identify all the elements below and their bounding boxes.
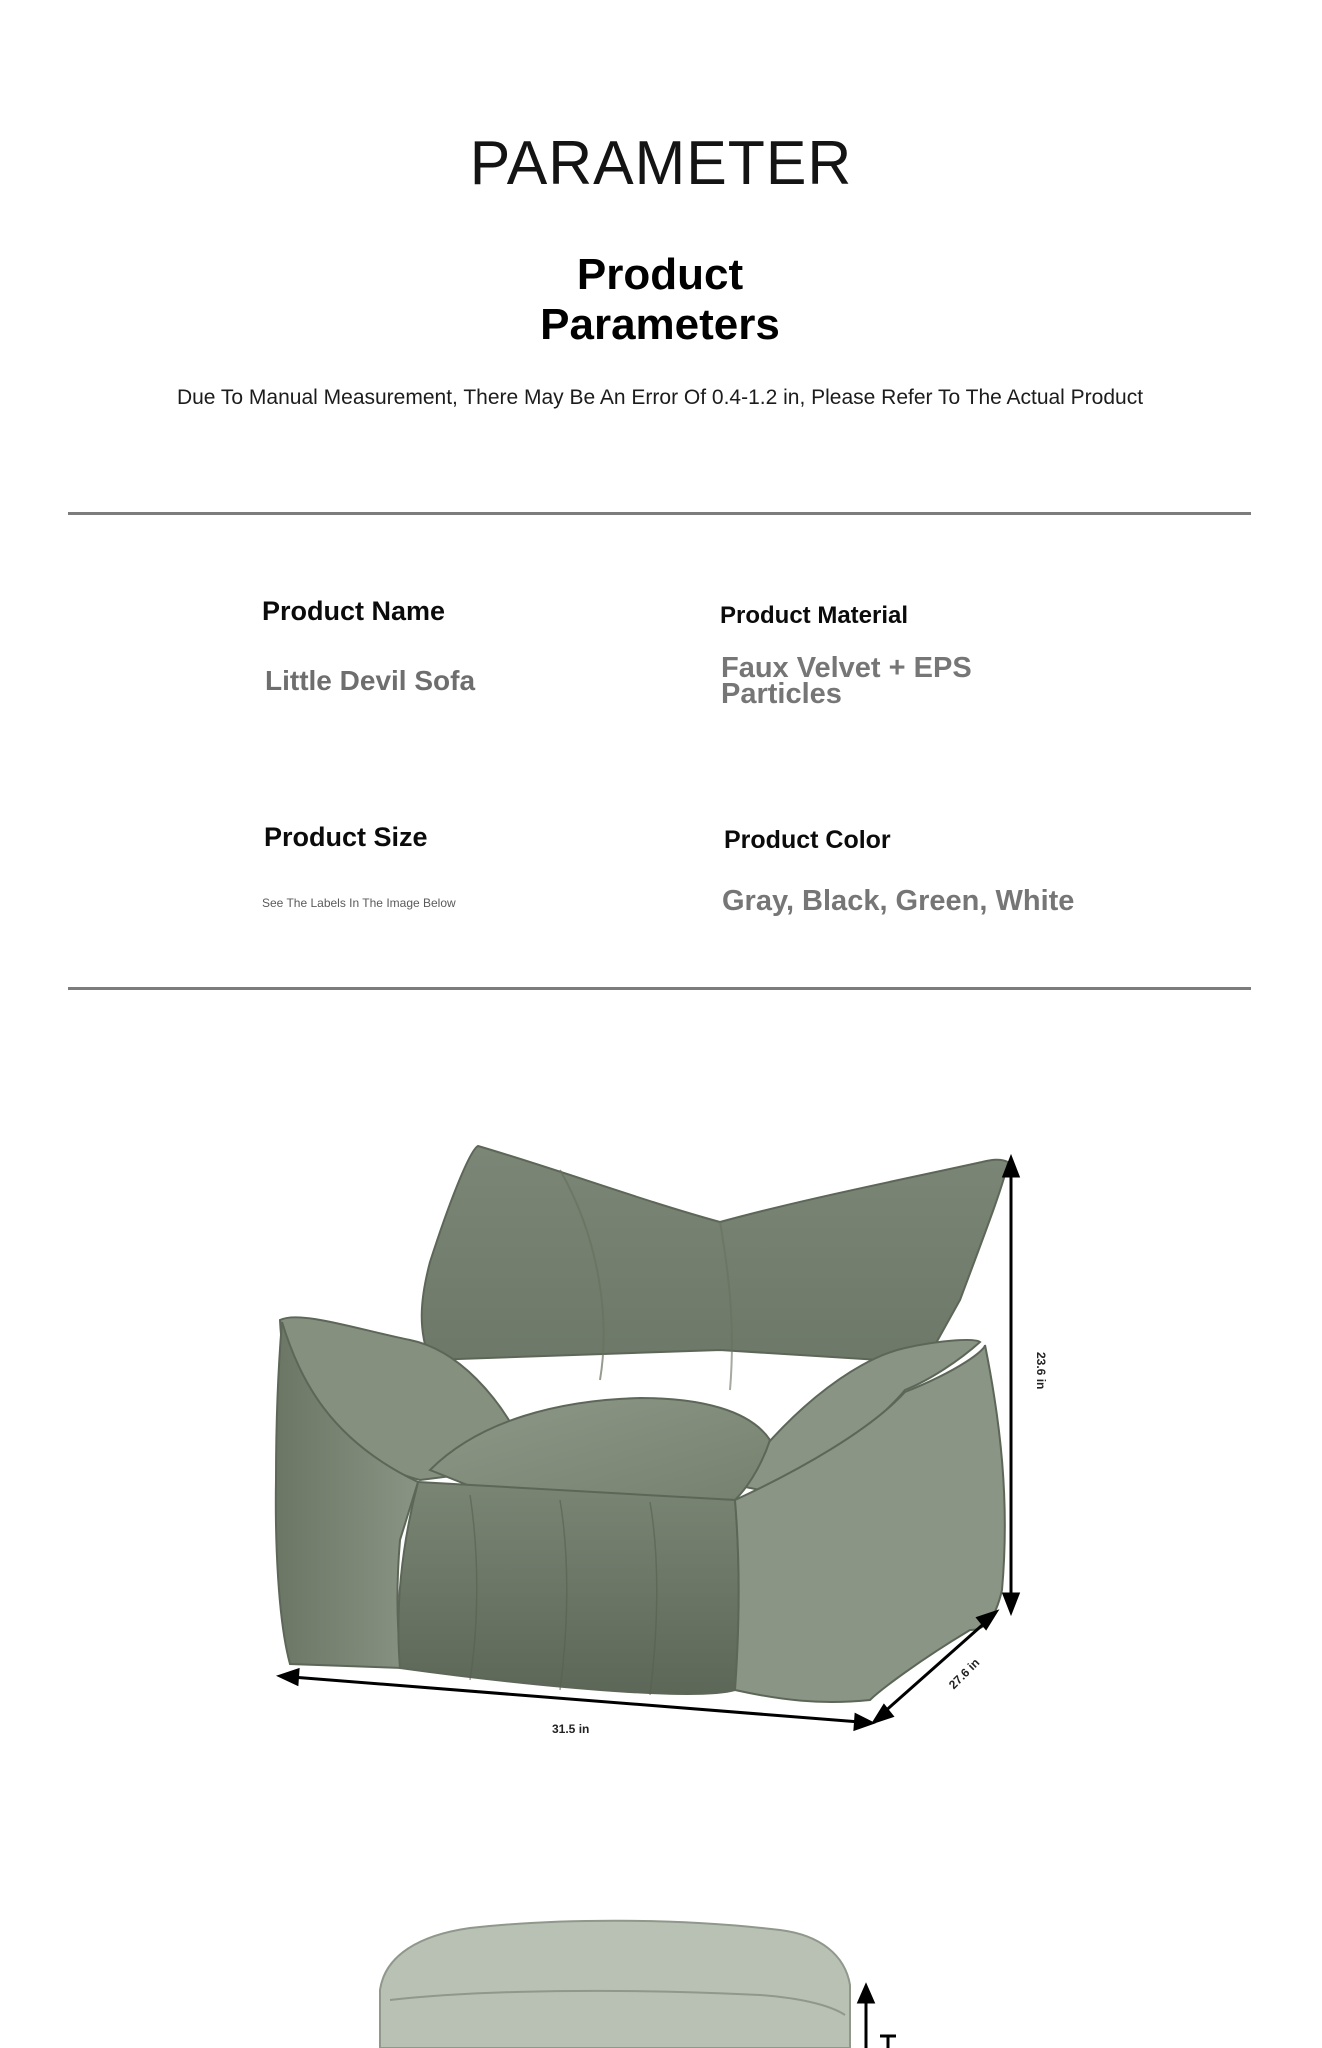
product-material-label: Product Material [720,602,909,629]
second-sofa-height-arrow [859,1986,873,2048]
second-sofa [380,1921,850,2048]
height-arrow [1004,1158,1018,1612]
product-name-label: Product Name [262,596,446,626]
sofa-backrest [422,1146,1008,1360]
sofa-front [398,1482,738,1694]
height-dimension-label: 23.6 in [1034,1352,1048,1390]
page-title: PARAMETER [469,129,853,198]
product-size-label: Product Size [264,822,428,852]
depth-dimension-label: 27.6 in [946,1655,983,1692]
section-title: Product Parameters [540,250,780,349]
width-dimension-label: 31.5 in [552,1722,590,1736]
product-color-label: Product Color [724,826,891,854]
product-name-value: Little Devil Sofa [265,665,476,696]
measurement-note: Due To Manual Measurement, There May Be An Error Of 0.4-1.2 in, Please Refer To The Actual Product [176,386,1144,409]
product-color-value: Gray, Black, Green, White [722,885,1075,917]
product-material-value-line2: Particles [721,678,842,710]
product-size-value: See The Labels In The Image Below [262,896,456,910]
product-material-value-line1: Faux Velvet + EPS [721,652,972,684]
